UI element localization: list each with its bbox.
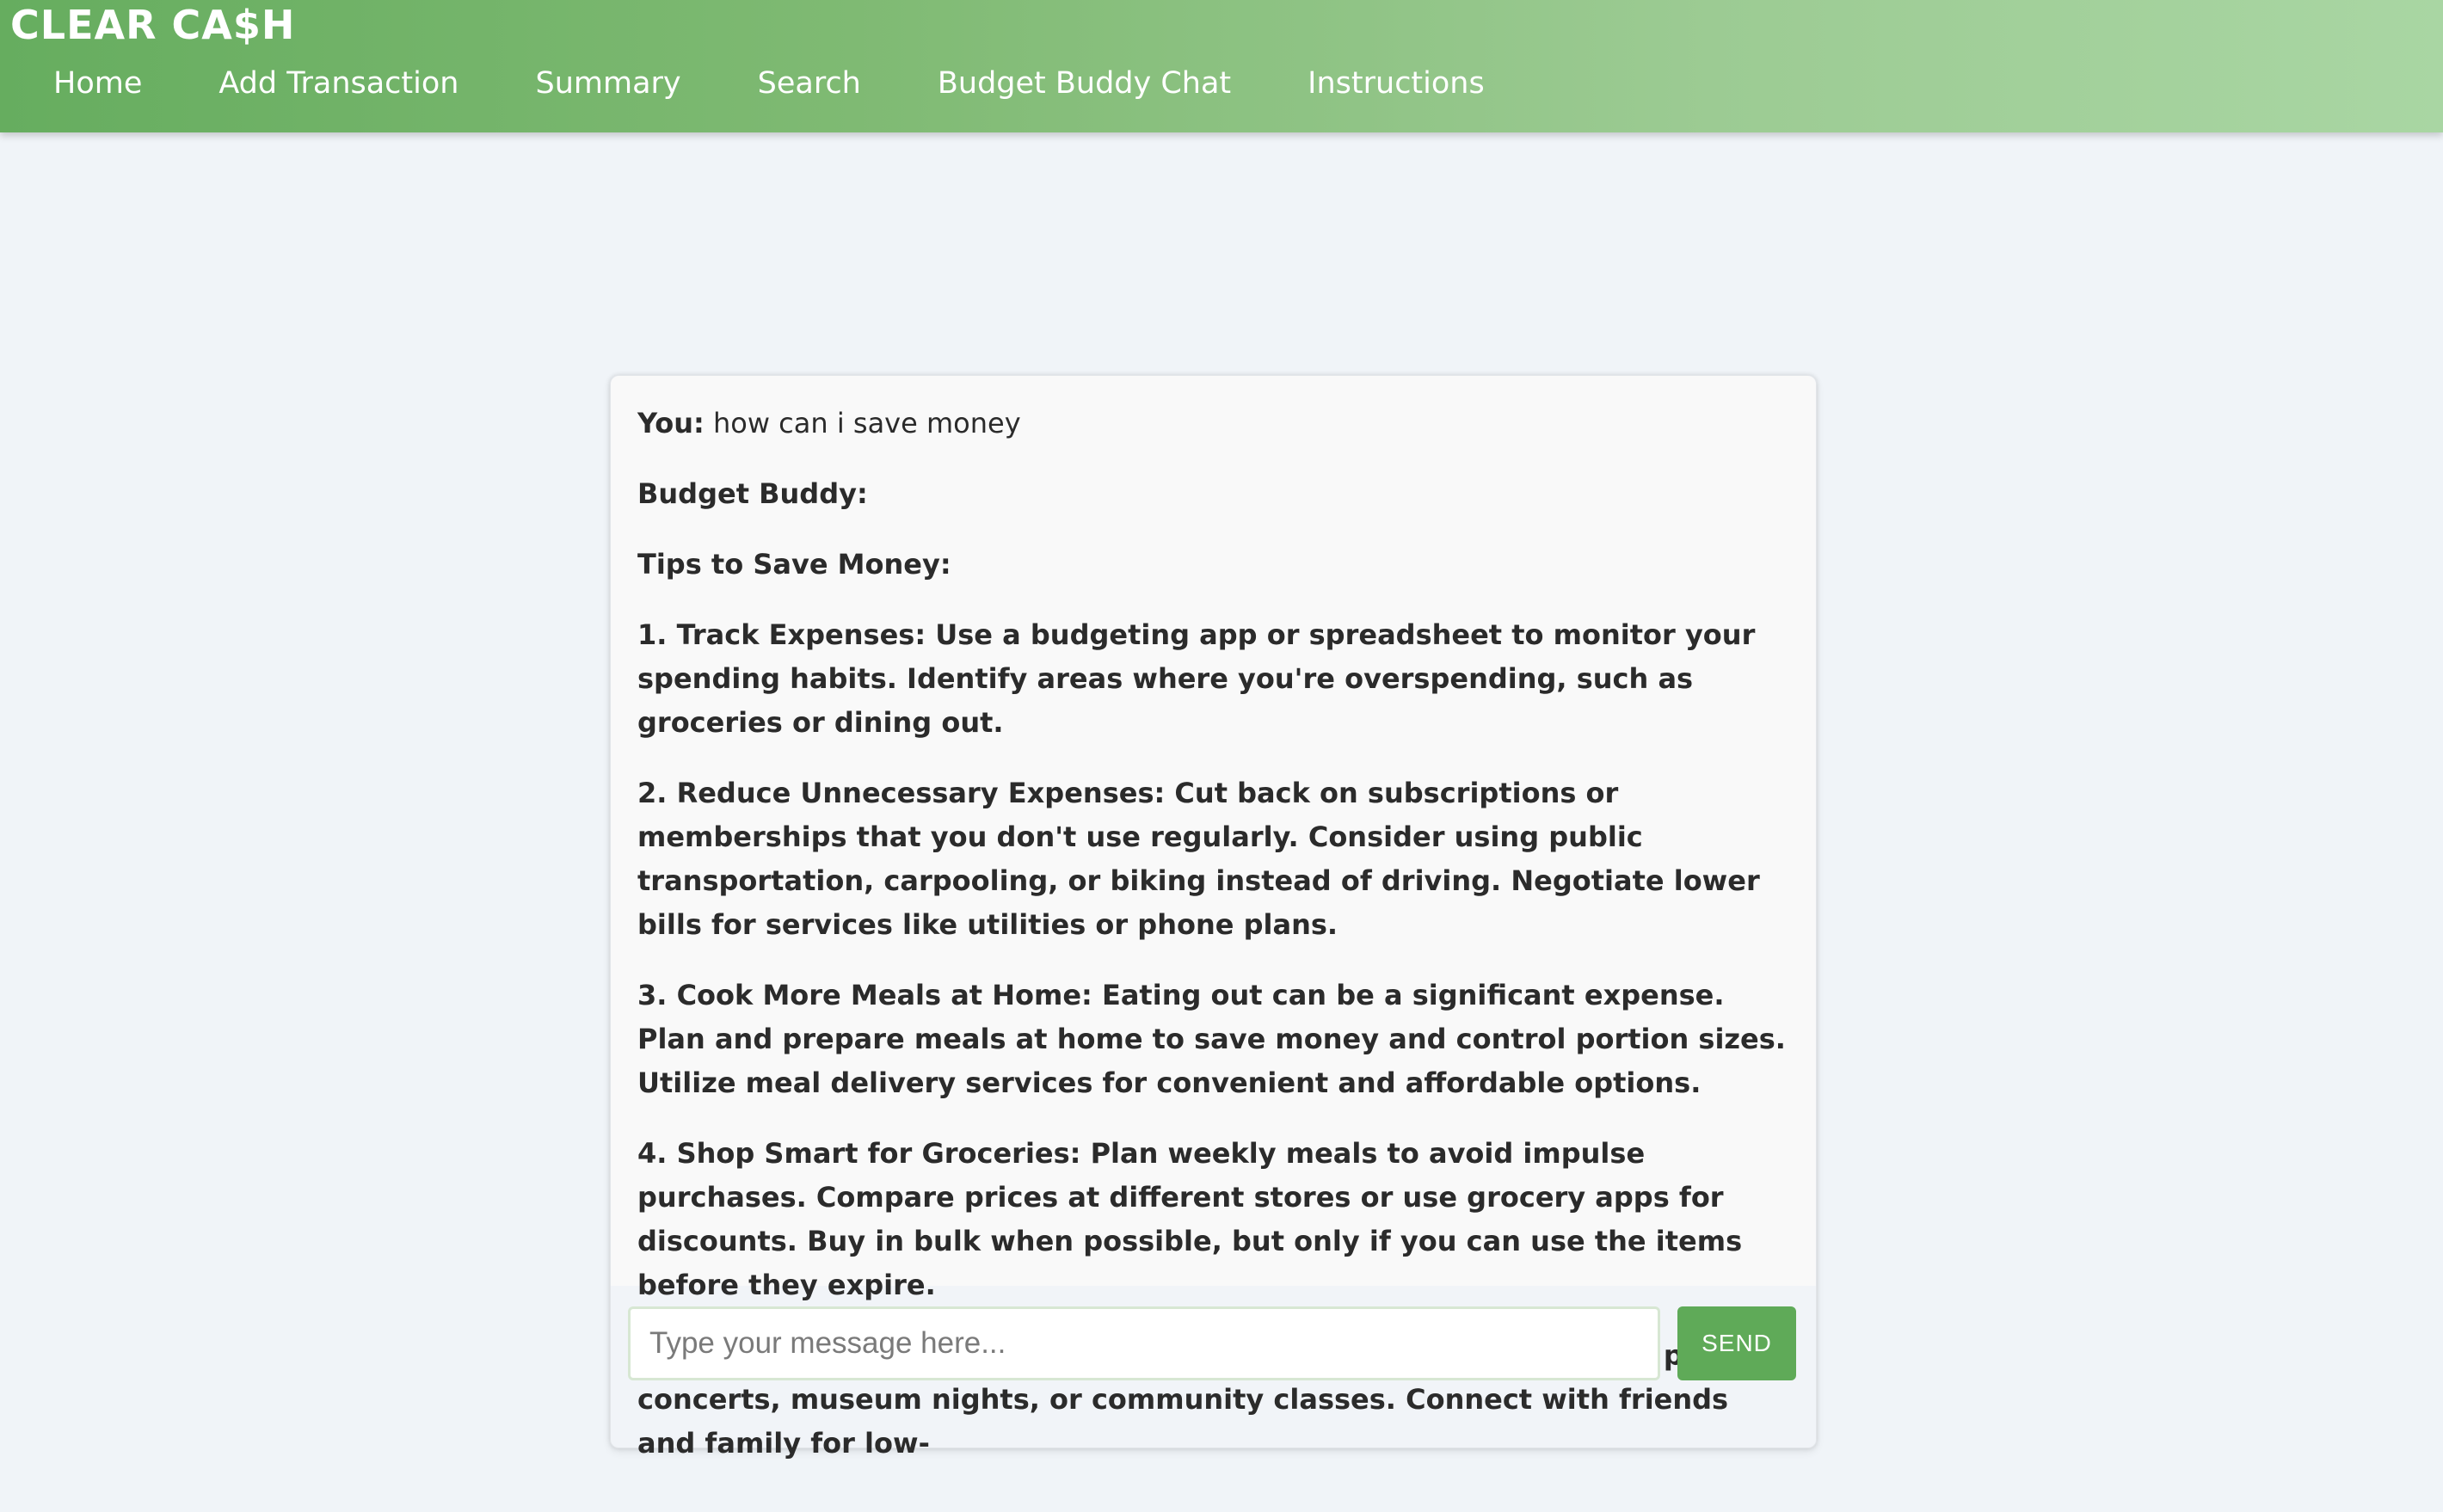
tip-item-5: concerts, museum nights, or community classes. Connect with friends and family for low- — [637, 1383, 1729, 1460]
nav-instructions[interactable]: Instructions — [1308, 66, 1485, 101]
top-header — [0, 0, 2443, 132]
chat-message-list — [611, 376, 1816, 1466]
chat-container — [610, 375, 1817, 1460]
user-prefix: You: — [637, 407, 705, 439]
tip-item-4: 4. Shop Smart for Groceries: Plan weekly meals to avoid impulse purchases. Compare prices at different stores or use grocery apps for discounts. Buy in bulk when possible, but only if you can use the items before they expire. — [637, 1137, 1743, 1301]
tip-item-2: 2. Reduce Unnecessary Expenses: Cut back on subscriptions or memberships that you don't use regularly. Consider using public transportation, carpooling, or biking instead of driving. Negotiate lower bills for services like utilities or phone plans. — [637, 777, 1760, 941]
tip-item-3: 3. Cook More Meals at Home: Eating out can be a significant expense. Plan and prepare meals at home to save money and control portion sizes. Utilize meal delivery services for convenient and affordable options. — [637, 979, 1786, 1099]
send-button[interactable]: SEND — [1677, 1306, 1796, 1380]
tips-heading: Tips to Save Money: — [637, 548, 951, 581]
user-message-text: how can i save money — [712, 407, 1021, 439]
chat-input-row — [628, 1306, 1799, 1380]
bot-prefix: Budget Buddy: — [637, 477, 868, 510]
nav-summary[interactable]: Summary — [535, 66, 681, 101]
nav-home[interactable]: Home — [53, 66, 143, 101]
nav-search[interactable]: Search — [757, 66, 861, 101]
user-message — [637, 402, 1790, 446]
nav-budget-buddy-chat[interactable]: Budget Buddy Chat — [937, 66, 1232, 101]
main-nav — [53, 60, 1485, 107]
nav-add-transaction[interactable]: Add Transaction — [218, 66, 459, 101]
message-input[interactable] — [628, 1306, 1660, 1380]
app-brand-logo[interactable]: CLEAR CA$H — [10, 2, 296, 48]
tip-item-1: 1. Track Expenses: Use a budgeting app or spreadsheet to monitor your spending habits. Identify areas where you're overspending, such as groceries or dining out. — [637, 618, 1756, 739]
